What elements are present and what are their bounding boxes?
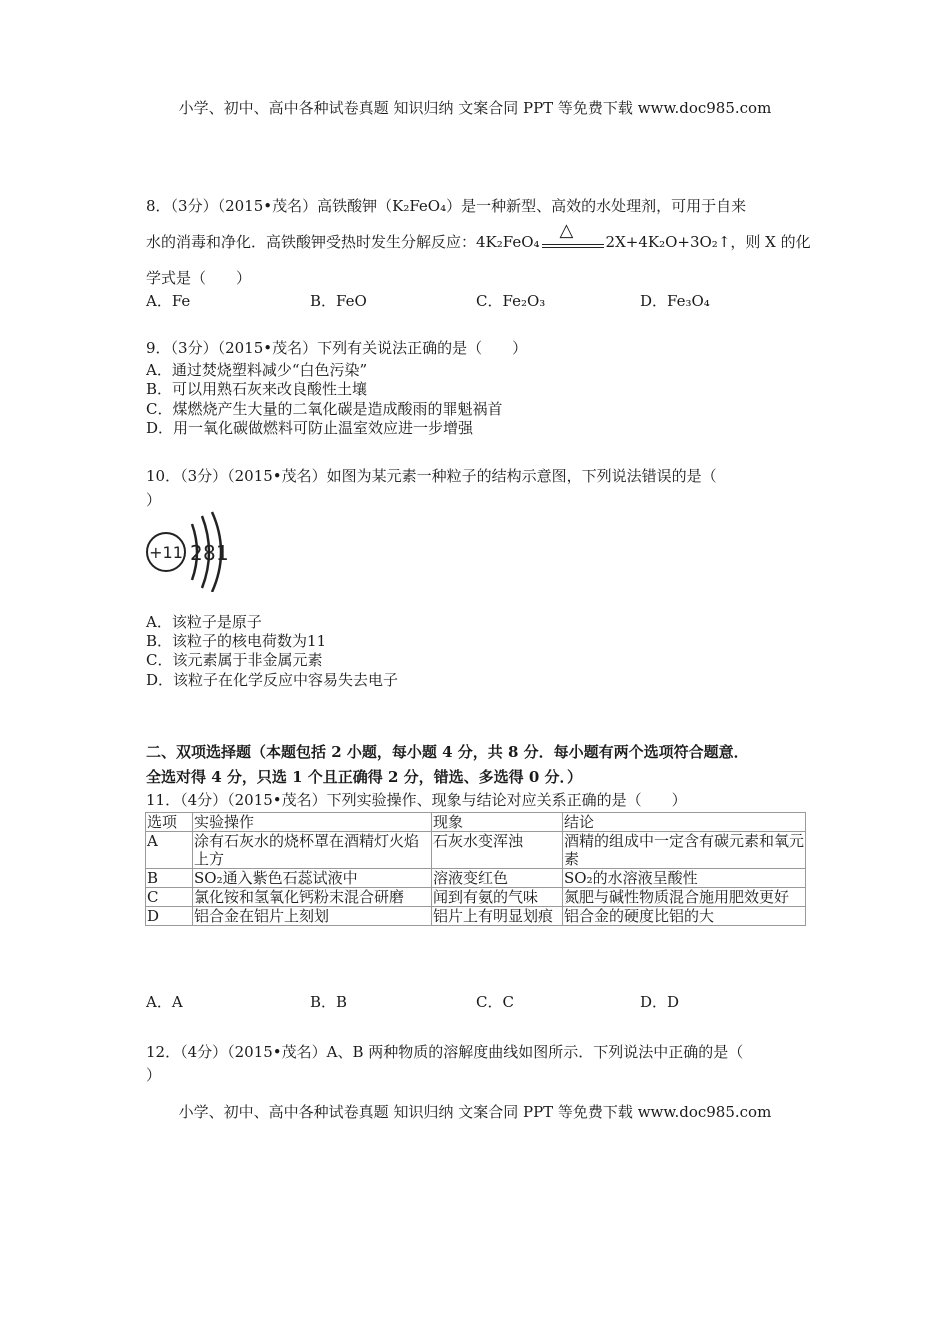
q11-option-c: C．C (476, 993, 514, 1011)
table-cell: SO₂通入紫色石蕊试液中 (193, 869, 432, 888)
q11-option-b: B．B (310, 993, 348, 1011)
q9-stem: 9．（3分）（2015•茂名）下列有关说法正确的是（ ） (146, 339, 528, 357)
table-cell: 氯化铵和氢氧化钙粉末混合研磨 (193, 888, 432, 907)
table-cell: 铝片上有明显划痕 (432, 907, 563, 926)
q10-option-d: D．该粒子在化学反应中容易失去电子 (146, 671, 399, 689)
shell-electrons-3: 1 (216, 541, 229, 565)
q11-stem: 11．（4分）（2015•茂名）下列实验操作、现象与结论对应关系正确的是（ ） (146, 791, 687, 809)
q11-option-a: A．A (146, 993, 183, 1011)
table-cell: 酒精的组成中一定含有碳元素和氧元素 (564, 832, 805, 868)
q12-stem-line1: 12．（4分）（2015•茂名）A、B 两种物质的溶解度曲线如图所示．下列说法中正确的是（ (146, 1043, 744, 1061)
q9-option-b: B．可以用熟石灰来改良酸性土壤 (146, 380, 368, 398)
table-cell: D (146, 907, 193, 926)
q8-option-b: B．FeO (310, 292, 367, 310)
table-cell: SO₂的水溶液呈酸性 (563, 869, 806, 888)
q12-stem-line2: ） (146, 1066, 162, 1084)
q8-stem-line1: 8．（3分）（2015•茂名）高铁酸钾（K₂FeO₄）是一种新型、高效的水处理剂，可用于自来 (146, 197, 747, 215)
table-row (146, 832, 806, 869)
table-row (146, 869, 806, 888)
q9-option-d: D．用一氧化碳做燃料可防止温室效应进一步增强 (146, 419, 474, 437)
shell-electrons-2: 8 (203, 541, 216, 565)
q10-option-c: C．该元素属于非金属元素 (146, 651, 323, 669)
page-header: 小学、初中、高中各种试卷真题 知识归纳 文案合同 PPT 等免费下载 www.doc985.com (178, 99, 772, 117)
table-header-cell: 结论 (563, 813, 806, 832)
heat-triangle-icon: △ (559, 220, 574, 241)
q11-option-d: D．D (640, 993, 680, 1011)
q10-option-a: A．该粒子是原子 (146, 613, 262, 631)
q10-stem-line1: 10．（3分）（2015•茂名）如图为某元素一种粒子的结构示意图，下列说法错误的是（ (146, 467, 717, 485)
table-cell: B (146, 869, 193, 888)
shell-electrons-1: 2 (190, 541, 203, 565)
q11-experiment-table (145, 812, 806, 926)
table-cell: 铝合金在铝片上刻划 (193, 907, 432, 926)
page-footer: 小学、初中、高中各种试卷真题 知识归纳 文案合同 PPT 等免费下载 www.doc985.com (178, 1103, 772, 1121)
heat-condition-arrow (542, 220, 604, 256)
table-cell: 涂有石灰水的烧杯罩在酒精灯火焰上方 (193, 832, 432, 869)
table-cell: 闻到有氨的气味 (432, 888, 563, 907)
table-header-cell: 现象 (432, 813, 563, 832)
table-row (146, 888, 806, 907)
q9-option-a: A．通过焚烧塑料减少“白色污染” (146, 361, 368, 379)
q10-option-b: B．该粒子的核电荷数为11 (146, 632, 327, 650)
q8-option-a: A．Fe (146, 292, 191, 310)
table-cell: 石灰水变浑浊 (432, 832, 563, 869)
q8-equation-products: 2X+4K₂O+3O₂↑，则 X 的化 (605, 233, 811, 251)
table-cell: 铝合金的硬度比铝的大 (563, 907, 806, 926)
q8-option-d: D．Fe₃O₄ (640, 292, 710, 310)
q10-stem-line2: ） (146, 491, 162, 509)
q8-stem-line3: 学式是（ ） (146, 269, 252, 287)
q8-equation-reactants: 水的消毒和净化．高铁酸钾受热时发生分解反应：4K₂FeO₄ (146, 233, 540, 251)
q8-stem-line2 (146, 220, 811, 256)
table-cell: 溶液变红色 (432, 869, 563, 888)
q9-option-c: C．煤燃烧产生大量的二氧化碳是造成酸雨的罪魁祸首 (146, 400, 503, 418)
table-cell: A (146, 832, 193, 869)
atom-structure-diagram (140, 510, 235, 592)
q8-option-c: C．Fe₂O₃ (476, 292, 546, 310)
table-cell: C (146, 888, 193, 907)
table-cell: 氮肥与碱性物质混合施用肥效更好 (563, 888, 806, 907)
section2-heading-line2: 全选对得 4 分，只选 1 个且正确得 2 分，错选、多选得 0 分．） (146, 768, 583, 786)
table-header-cell: 选项 (146, 813, 193, 832)
table-header-cell: 实验操作 (193, 813, 432, 832)
table-row (146, 907, 806, 926)
section2-heading-line1: 二、双项选择题（本题包括 2 小题，每小题 4 分，共 8 分．每小题有两个选项符合题意． (146, 743, 749, 761)
nucleus-charge: +11 (149, 543, 183, 562)
table-header-row (146, 813, 806, 832)
